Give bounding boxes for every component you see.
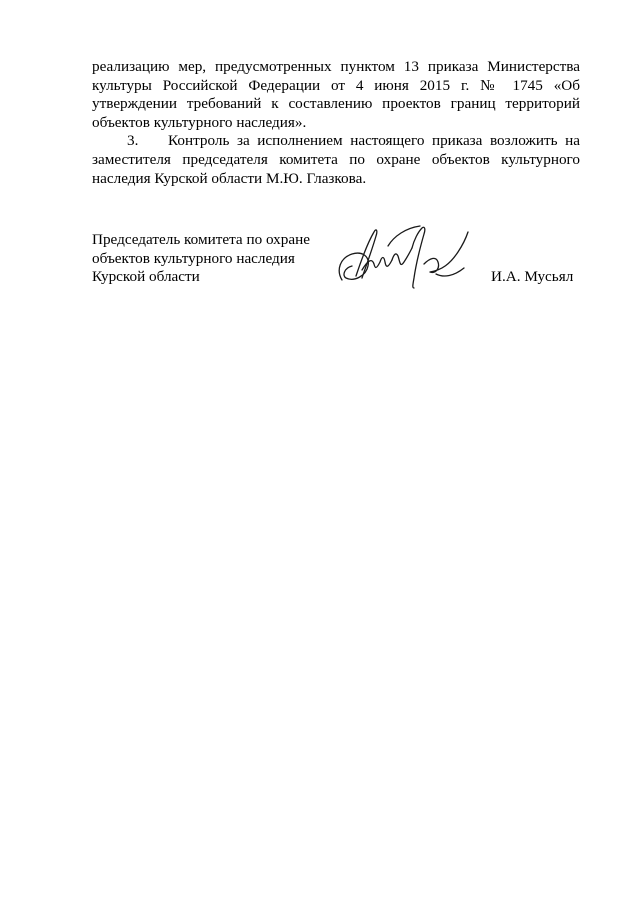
text-line: объектов культурного наследия». [92,113,307,131]
text-line: заместителя председателя комитета по охране объектов культурного [92,150,580,168]
text-line: культуры Российской Федерации от 4 июня 2015 г. № 1745 «Об [92,76,580,94]
position-line: Курской области [92,268,200,286]
position-line: объектов культурного наследия [92,249,295,267]
handwritten-signature [332,218,472,290]
text-line: Контроль за исполнением настоящего приказа возложить на [168,132,580,150]
paragraph-3-first-line [92,132,580,151]
signatory-position [92,231,310,287]
position-line: Председатель комитета по охране [92,231,310,248]
document-body [92,58,580,188]
text-line: реализацию мер, предусмотренных пунктом 13 приказа Министерства [92,58,580,75]
signatory-name: И.А. Мусьял [491,268,574,285]
paragraph-number: 3. [127,132,139,150]
text-line: наследия Курской области М.Ю. Глазкова. [92,169,367,187]
text-line: утверждении требований к составлению проектов границ территорий [92,95,580,113]
